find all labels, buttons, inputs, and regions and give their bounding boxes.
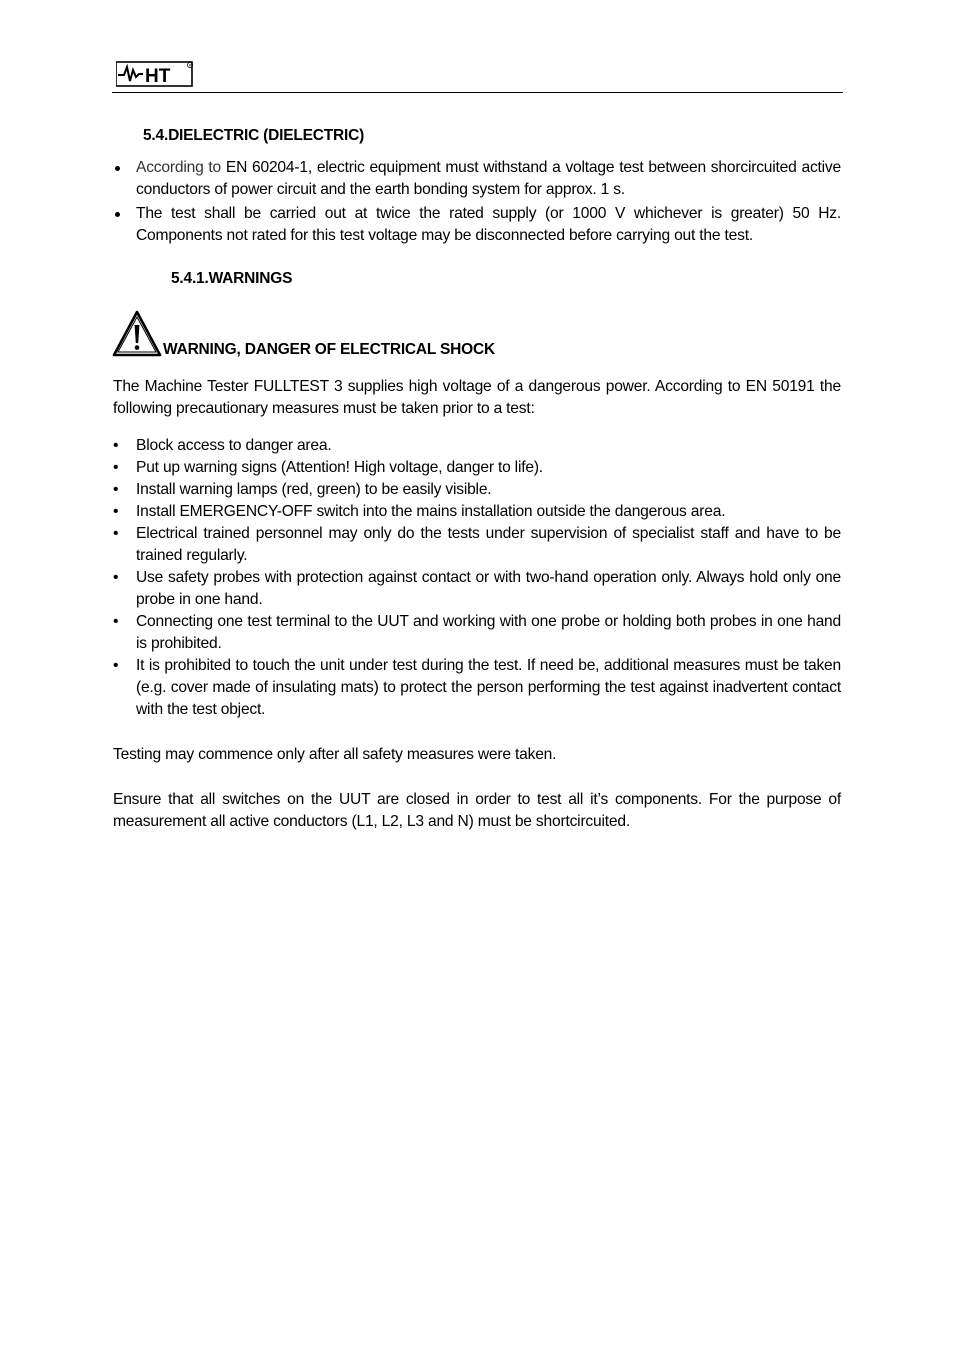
svg-text:R: R (188, 63, 192, 68)
bullet-text: EN 60204-1, electric equipment must withstand a voltage test between shorcircuited active conductors of power circuit and the earth bonding system for approx. 1 s. (136, 159, 842, 198)
bullet-mark: • (113, 657, 119, 674)
section-number: 5.4. (143, 127, 169, 144)
bullet-lead-text: According to (136, 159, 222, 176)
measure-text: Connecting one test terminal to the UUT and working with one probe or holding both probes in one hand is prohibited. (136, 613, 841, 652)
bullet-mark: • (113, 569, 119, 586)
measure-text: It is prohibited to touch the unit under test during the test. If need be, additional measures must be taken (e.g. cover made of insulating mats) to protect the person performing the test against inadvertent contact with the test object. (136, 657, 841, 718)
subsection-heading (171, 270, 292, 288)
brand-logo-text: HT (145, 66, 171, 87)
measure-text: Put up warning signs (Attention! High voltage, danger to life). (136, 459, 543, 476)
brand-logo-icon (116, 61, 196, 87)
bullet-dot-icon (115, 212, 120, 217)
closing-paragraph-1: Testing may commence only after all safety measures were taken. (113, 746, 557, 763)
closing-paragraph-2: Ensure that all switches on the UUT are closed in order to test all it’s components. For the purpose of measurement all active conductors (L1, L2, L3 and N) must be shortcircuited. (113, 791, 841, 830)
precaution-list (113, 435, 841, 721)
warning-triangle-icon (112, 310, 162, 357)
section-heading (143, 127, 364, 145)
list-item (113, 611, 841, 655)
measure-text: Install warning lamps (red, green) to be easily visible. (136, 481, 492, 498)
section-bullet-list (113, 157, 841, 247)
measure-text: Install EMERGENCY-OFF switch into the mains installation outside the dangerous area. (136, 503, 726, 520)
bullet-mark: • (113, 481, 119, 498)
list-item (113, 479, 841, 501)
measure-text: Use safety probes with protection against contact or with two-hand operation only. Always hold only one probe in one hand. (136, 569, 841, 608)
list-item (113, 435, 841, 457)
measure-text: Electrical trained personnel may only do the tests under supervision of specialist staff and have to be trained regularly. (136, 525, 841, 564)
bullet-dot-icon (115, 166, 120, 171)
subsection-number: 5.4.1. (171, 270, 209, 287)
list-item (113, 457, 841, 479)
bullet-mark: • (113, 503, 119, 520)
list-item (113, 655, 841, 721)
bullet-text: The test shall be carried out at twice the rated supply (or 1000 V whichever is greater) 50 Hz. Components not rated for this test voltage may be disconnected before carrying out the test. (136, 205, 841, 244)
warning-intro: The Machine Tester FULLTEST 3 supplies high voltage of a dangerous power. According to EN 50191 the following precautionary measures must be taken prior to a test: (113, 378, 841, 417)
list-item (113, 567, 841, 611)
warning-title: WARNING, DANGER OF ELECTRICAL SHOCK (163, 341, 495, 358)
bullet-mark: • (113, 613, 119, 630)
subsection-title: WARNINGS (208, 270, 293, 287)
bullet-mark: • (113, 459, 119, 476)
bullet-mark: • (113, 525, 119, 542)
list-item (113, 523, 841, 567)
header-divider (112, 92, 843, 93)
list-item (113, 203, 841, 247)
measure-text: Block access to danger area. (136, 437, 332, 454)
list-item (113, 157, 841, 201)
section-title: DIELECTRIC (DIELECTRIC) (168, 127, 365, 144)
bullet-mark: • (113, 437, 119, 454)
list-item (113, 501, 841, 523)
